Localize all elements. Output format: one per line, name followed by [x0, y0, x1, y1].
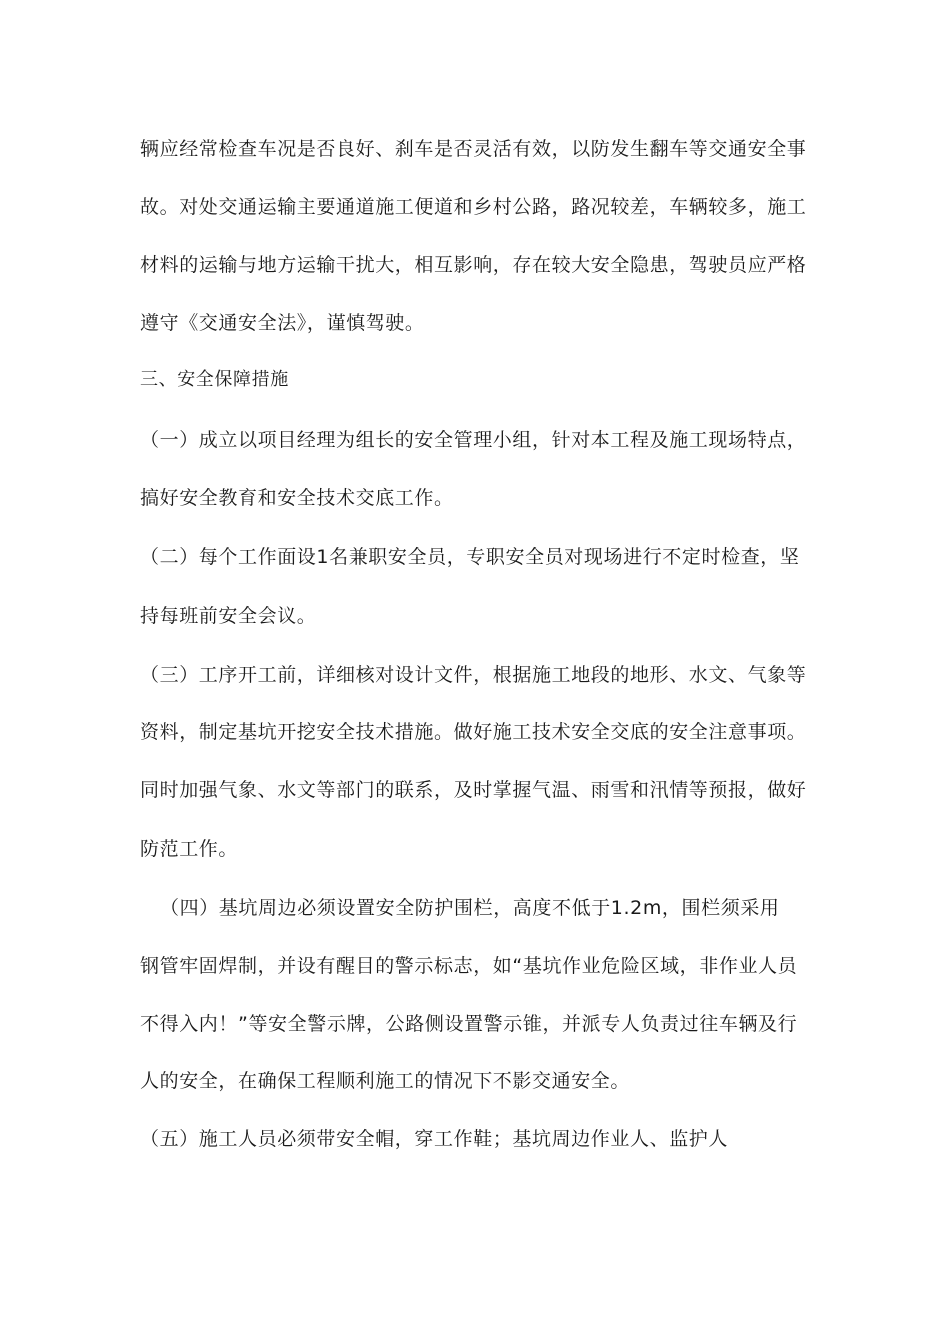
- paragraph-line: 人的安全，在确保工程顺利施工的情况下不影交通安全。: [140, 1070, 631, 1092]
- paragraph-line: 不得入内！”等安全警示牌，公路侧设置警示锥，并派专人负责过往车辆及行: [140, 1013, 798, 1035]
- paragraph-line: 故。对处交通运输主要通道施工便道和乡村公路，路况较差，车辆较多，施工: [140, 196, 807, 218]
- paragraph-line: 材料的运输与地方运输干扰大，相互影响，存在较大安全隐患，驾驶员应严格: [140, 254, 807, 276]
- paragraph-line: （四）基坑周边必须设置安全防护围栏，高度不低于1.2m，围栏须采用: [160, 897, 780, 919]
- paragraph-line: （二）每个工作面设1名兼职安全员，专职安全员对现场进行不定时检查，坚: [140, 546, 800, 568]
- paragraph-line: 辆应经常检查车况是否良好、刹车是否灵活有效，以防发生翻车等交通安全事: [140, 138, 807, 160]
- paragraph-line: 遵守《交通安全法》，谨慎驾驶。: [140, 312, 425, 334]
- section-heading: 三、安全保障措施: [140, 369, 289, 390]
- paragraph-line: （五）施工人员必须带安全帽，穿工作鞋；基坑周边作业人、监护人: [140, 1128, 729, 1150]
- paragraph-line: 资料，制定基坑开挖安全技术措施。做好施工技术安全交底的安全注意事项。: [140, 721, 807, 743]
- paragraph-line: （一）成立以项目经理为组长的安全管理小组，针对本工程及施工现场特点，: [140, 429, 807, 451]
- paragraph-line: 防范工作。: [140, 838, 239, 860]
- paragraph-line: 搞好安全教育和安全技术交底工作。: [140, 487, 454, 509]
- paragraph-line: 持每班前安全会议。: [140, 605, 317, 627]
- paragraph-line: 钢管牢固焊制，并设有醒目的警示标志，如“基坑作业危险区域，非作业人员: [140, 955, 798, 977]
- paragraph-line: 同时加强气象、水文等部门的联系，及时掌握气温、雨雪和汛情等预报，做好: [140, 779, 807, 801]
- paragraph-line: （三）工序开工前，详细核对设计文件，根据施工地段的地形、水文、气象等: [140, 664, 807, 686]
